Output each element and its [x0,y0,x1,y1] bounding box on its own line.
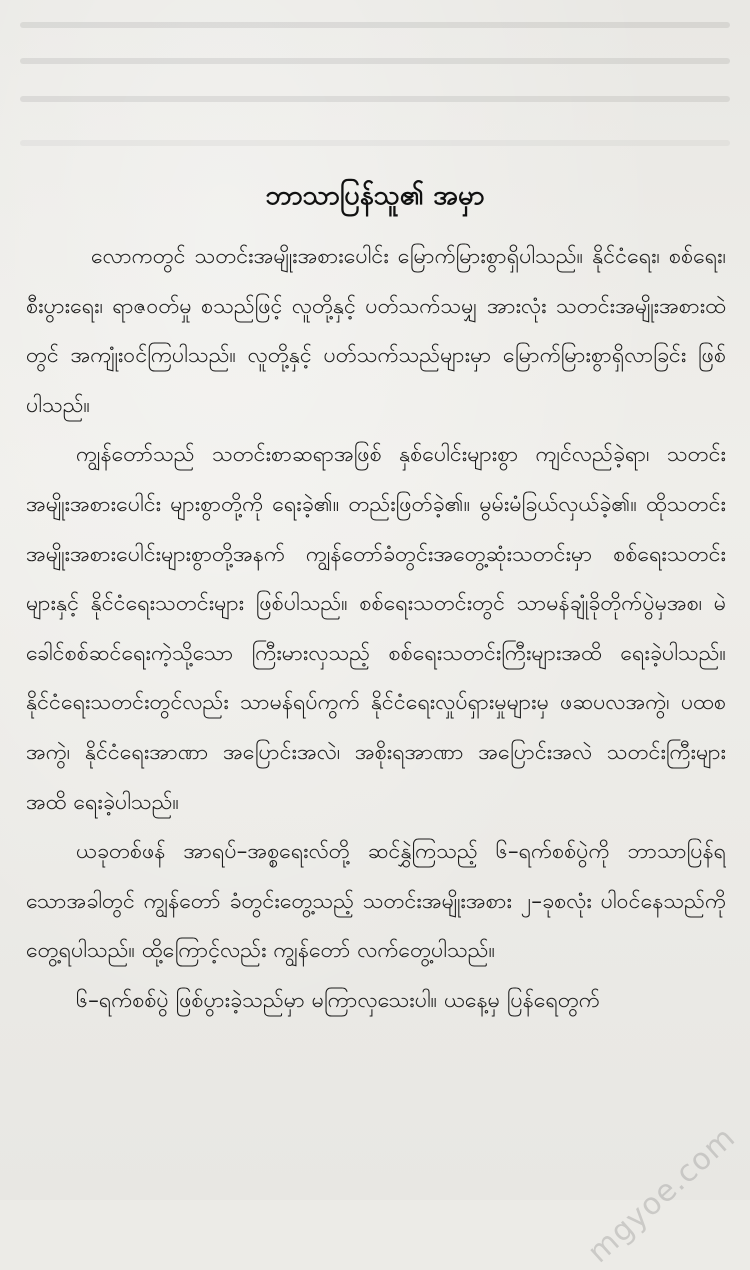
watermark: mgyoe.com [580,1119,742,1270]
paragraph: လောကတွင် သတင်းအမျိုးအစားပေါင်း မြောက်မြားစွာရှိပါသည်။ နိုင်ငံရေး၊ စစ်ရေး၊ စီးပွားရေး၊ ရာဇဝတ်မှု စသည်ဖြင့် လူတို့နှင့် ပတ်သက်သမျှ အားလုံး သတင်းအမျိုးအစားထဲတွင် အကျုံးဝင်ကြပါသည်။ လူတို့နှင့် ပတ်သက်သည်များမှာ မြောက်မြားစွာရှိလာခြင်း ဖြစ်ပါသည်။ [26,244,726,418]
bleed-through-line [20,22,730,28]
bleed-through-line [20,140,730,146]
paragraph: ၆–ရက်စစ်ပွဲ ဖြစ်ပွားခဲ့သည်မှာ မကြာလှသေးပါ။ ယနေ့မှ ပြန်ရေတွက် [76,987,600,1013]
paragraph: ယခုတစ်ဖန် အာရပ်–အစ္စရေးလ်တို့ ဆင်နွှဲကြသည့် ၆–ရက်စစ်ပွဲကို ဘာသာပြန်ရသောအခါတွင် ကျွန်တော် ခံတွင်းတွေ့သည့် သတင်းအမျိုးအစား ၂–ခုစလုံး ပါဝင်နေသည်ကို တွေ့ရပါသည်။ ထို့ကြောင့်လည်း ကျွန်တော် လက်တွေ့ပါသည်။ [26,839,726,964]
bleed-through-line [20,96,730,102]
paragraph: ကျွန်တော်သည် သတင်းစာဆရာအဖြစ် နှစ်ပေါင်းများစွာ ကျင်လည်ခဲ့ရာ၊ သတင်းအမျိုးအစားပေါင်း များစွာတို့ကို ရေးခဲ့၏။ တည်းဖြတ်ခဲ့၏။ မွမ်းမံခြယ်လှယ်ခဲ့၏။ ထိုသတင်းအမျိုးအစားပေါင်းများစွာတို့အနက် ကျွန်တော်ခံတွင်းအတွေ့ဆုံးသတင်းမှာ စစ်ရေးသတင်းများနှင့် နိုင်ငံရေးသတင်းများ ဖြစ်ပါသည်။ စစ်ရေးသတင်းတွင် သာမန်ချုံခိုတိုက်ပွဲမှအစ၊ မဲခေါင်စစ်ဆင်ရေးကဲ့သို့သော ကြီးမားလှသည့် စစ်ရေးသတင်းကြီးများအထိ ရေးခဲ့ပါသည်။ နိုင်ငံရေးသတင်းတွင်လည်း သာမန်ရပ်ကွက် နိုင်ငံရေးလှုပ်ရှားမှုများမှ ဖဆပလအကွဲ၊ ပထစအကွဲ၊ နိုင်ငံရေးအာဏာ အပြောင်းအလဲ၊ အစိုးရအာဏာ အပြောင်းအလဲ သတင်းကြီးများအထိ ရေးခဲ့ပါသည်။ [26,442,726,815]
bleed-through-line [20,58,730,64]
page-title: ဘာသာပြန်သူ၏ အမှာ [265,180,485,211]
body-text [26,232,726,1132]
